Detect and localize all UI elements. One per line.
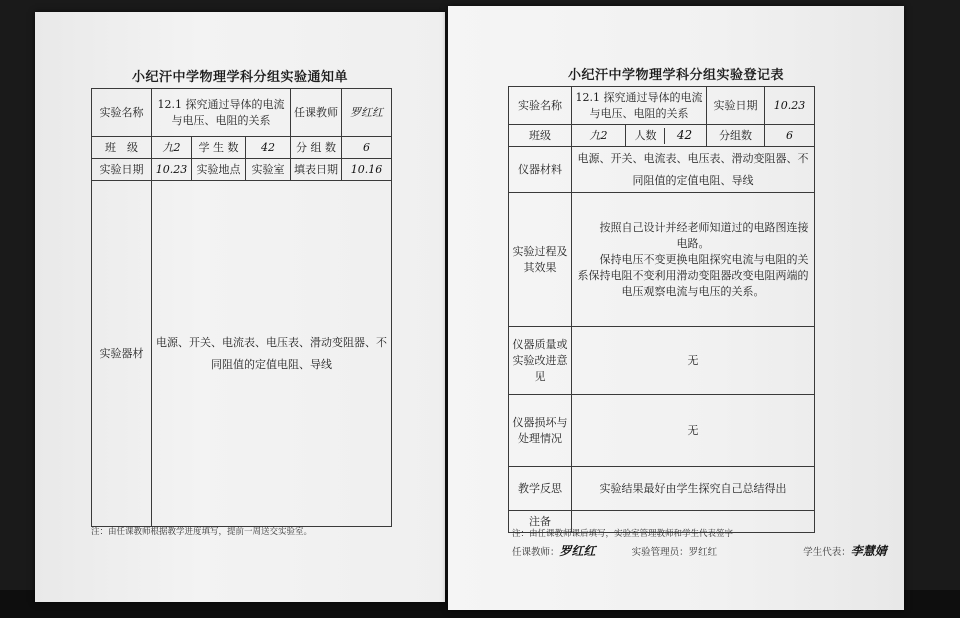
label-reflection: 教学反思: [509, 467, 572, 511]
process-paragraph-1: 按照自己设计并经老师知道过的电路图连接电路。: [599, 220, 809, 250]
group-count-handwriting: 6: [765, 125, 815, 147]
process-cell: [572, 193, 815, 327]
label-experiment-name: 实验名称: [92, 89, 152, 137]
class-handwriting: 九2: [152, 137, 192, 159]
record-form: [508, 86, 815, 533]
sig-admin-value: 罗红红: [688, 547, 718, 558]
record-title: 小纪汗中学物理学科分组实验登记表: [567, 68, 784, 83]
label-class: 班级: [509, 125, 572, 147]
label-group-count: 分 组 数: [291, 137, 342, 159]
location-value: 实验室: [246, 159, 291, 181]
people-cell: [626, 125, 707, 147]
label-fill-date: 填表日期: [291, 159, 342, 181]
notice-sheet: [35, 12, 445, 602]
reflection-text: 实验结果最好由学生探究自己总结得出: [572, 467, 815, 511]
label-materials: 仪器材料: [509, 147, 572, 193]
label-people: 人数: [628, 128, 665, 144]
damage-value: 无: [572, 395, 815, 467]
notice-footnote: 注：由任课教师根据教学进度填写，提前一周送交实验室。: [91, 527, 313, 537]
sig-student-label: 学生代表：: [803, 547, 851, 558]
equipment-list: 电源、开关、电流表、电压表、滑动变阻器、不同阻值的定值电阻、导线: [152, 181, 392, 527]
label-teacher: 任课教师: [291, 89, 342, 137]
sig-student-handwriting: 李慧婧: [850, 544, 887, 558]
signature-line: [512, 542, 887, 559]
notice-form: [91, 88, 392, 527]
notice-title: 小纪汗中学物理学科分组实验通知单: [131, 70, 348, 85]
label-student-count: 学 生 数: [192, 137, 246, 159]
experiment-date-handwriting: 10.23: [765, 87, 815, 125]
fill-date-handwriting: 10.16: [342, 159, 392, 181]
record-footnote: 注：由任课教师课后填写，实验室管理教师和学生代表签字: [512, 529, 734, 539]
experiment-date-handwriting: 10.23: [152, 159, 192, 181]
label-experiment-date: 实验日期: [707, 87, 765, 125]
sig-admin-label: 实验管理员：: [631, 547, 689, 558]
sig-teacher-label: 任课教师：: [512, 547, 560, 558]
label-group-count: 分组数: [707, 125, 765, 147]
experiment-name: 12.1 探究通过导体的电流与电压、电阻的关系: [572, 87, 707, 125]
label-quality: 仪器质量或实验改进意见: [509, 327, 572, 395]
label-remark: 注备: [509, 511, 572, 533]
label-location: 实验地点: [192, 159, 246, 181]
label-experiment-name: 实验名称: [509, 87, 572, 125]
label-experiment-date: 实验日期: [92, 159, 152, 181]
teacher-handwriting: 罗红红: [342, 89, 392, 137]
label-damage: 仪器损坏与处理情况: [509, 395, 572, 467]
materials-list: 电源、开关、电流表、电压表、滑动变阻器、不同阻值的定值电阻、导线: [572, 147, 815, 193]
people-handwriting: 42: [676, 128, 693, 142]
experiment-name: 12.1 探究通过导体的电流与电压、电阻的关系: [152, 89, 291, 137]
process-paragraph-2: 保持电压不变更换电阻探究电流与电阻的关系保持电阻不变利用滑动变阻器改变电阻两端的电压观察电流与电压的关系。: [577, 252, 809, 298]
class-handwriting: 九2: [572, 125, 626, 147]
label-process: 实验过程及其效果: [509, 193, 572, 327]
sig-teacher-handwriting: 罗红红: [559, 544, 596, 558]
group-count-handwriting: 6: [342, 137, 392, 159]
record-sheet: [448, 6, 904, 610]
label-equipment: 实验器材: [92, 181, 152, 527]
student-count-handwriting: 42: [246, 137, 291, 159]
quality-value: 无: [572, 327, 815, 395]
label-class: 班 级: [92, 137, 152, 159]
